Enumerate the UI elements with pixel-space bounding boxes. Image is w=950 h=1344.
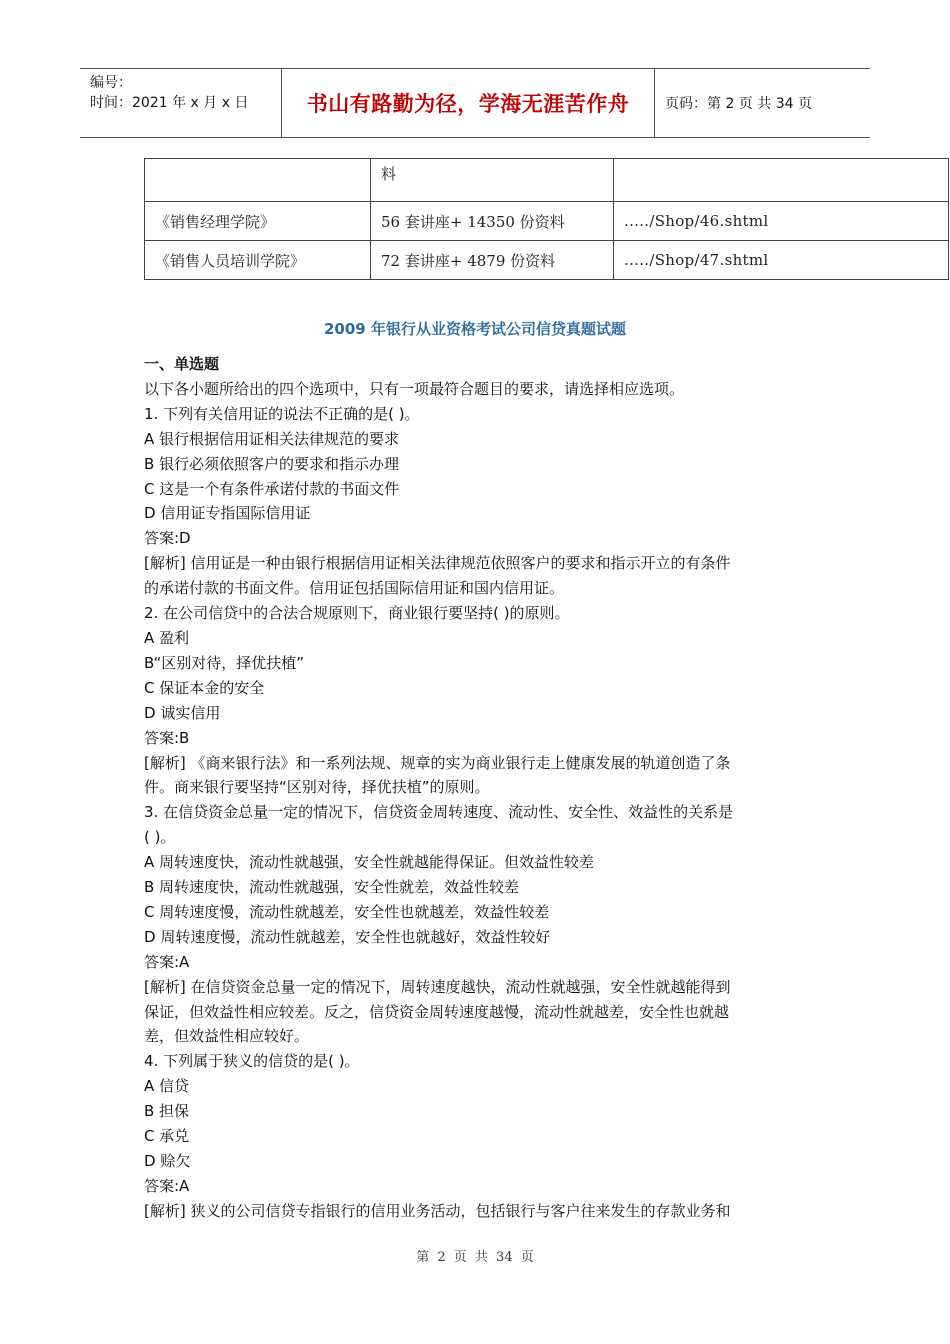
- answer: 答案:B: [144, 728, 190, 747]
- document-number-label: 编号：: [90, 75, 132, 91]
- analysis-line: [解析] 狭义的公司信贷专指银行的信用业务活动，包括银行与客户往来发生的存款业务和: [144, 1201, 731, 1220]
- header-motto: 书山有路勤为径，学海无涯苦作舟: [282, 69, 655, 137]
- resource-desc: 料: [371, 159, 614, 202]
- analysis-line: [解析] 《商来银行法》和一系列法规、规章的实为商业银行走上健康发展的轨道创造了条: [144, 753, 731, 772]
- option: B 担保: [144, 1102, 190, 1121]
- option: C 承兑: [144, 1127, 190, 1146]
- option: D 诚实信用: [144, 703, 221, 722]
- document-body: [144, 352, 812, 1224]
- option: B 银行必须依照客户的要求和指示办理: [144, 454, 400, 473]
- page-footer: 第 2 页 共 34 页: [416, 1250, 534, 1265]
- instructions: 以下各小题所给出的四个选项中，只有一项最符合题目的要求，请选择相应选项。: [144, 379, 685, 398]
- question-stem: 1. 下列有关信用证的说法不正确的是( )。: [144, 404, 420, 423]
- document-date-label: 时间：2021 年 x 月 x 日: [90, 95, 249, 111]
- resource-name: [145, 159, 371, 202]
- question-stem-continued: ( )。: [144, 828, 176, 847]
- option: B 周转速度快，流动性就越强，安全性就差，效益性较差: [144, 878, 520, 897]
- option: A 盈利: [144, 628, 190, 647]
- analysis-line: 件。商来银行要坚持“区别对待，择优扶植”的原则。: [144, 778, 490, 797]
- option: D 周转速度慢，流动性就越差，安全性也就越好，效益性较好: [144, 927, 551, 946]
- document-title: 2009 年银行从业资格考试公司信贷真题试题: [324, 320, 626, 338]
- option: D 信用证专指国际信用证: [144, 504, 311, 523]
- header-page-number: 页码：第 2 页 共 34 页: [665, 96, 812, 112]
- question-stem: 2. 在公司信贷中的合法合规原则下，商业银行要坚持( )的原则。: [144, 604, 570, 623]
- header-meta: [80, 69, 282, 137]
- analysis-line: [解析] 信用证是一种由银行根据信用证相关法律规范依照客户的要求和指示开立的有条件: [144, 554, 731, 573]
- resource-link: [614, 159, 949, 202]
- option: D 赊欠: [144, 1152, 191, 1170]
- option: C 这是一个有条件承诺付款的书面文件: [144, 479, 400, 498]
- option: C 周转速度慢，流动性就越差，安全性也就越差，效益性较差: [144, 902, 550, 921]
- page-header: [80, 68, 870, 138]
- resource-name: 《销售人员培训学院》: [145, 241, 371, 280]
- table-row: [145, 241, 949, 280]
- answer: 答案:A: [144, 1176, 190, 1195]
- analysis-line: [解析] 在信贷资金总量一定的情况下，周转速度越快，流动性就越强，安全性就越能得到: [144, 977, 731, 996]
- option: A 银行根据信用证相关法律规范的要求: [144, 429, 400, 448]
- resource-link[interactable]: ...../Shop/47.shtml: [614, 241, 949, 280]
- table-row: [145, 159, 949, 202]
- option: A 周转速度快，流动性就越强，安全性就越能得保证。但效益性较差: [144, 853, 595, 872]
- analysis-line: 的承诺付款的书面文件。信用证包括国际信用证和国内信用证。: [144, 579, 565, 598]
- option: C 保证本金的安全: [144, 678, 265, 697]
- resource-link[interactable]: ...../Shop/46.shtml: [614, 202, 949, 241]
- question-stem: 3. 在信贷资金总量一定的情况下，信贷资金周转速度、流动性、安全性、效益性的关系是: [144, 803, 734, 822]
- resource-name: 《销售经理学院》: [145, 202, 371, 241]
- section-heading: 一、单选题: [144, 355, 220, 373]
- question-stem: 4. 下列属于狭义的信贷的是( )。: [144, 1052, 360, 1071]
- resource-desc: 56 套讲座+ 14350 份资料: [371, 202, 614, 241]
- resource-desc: 72 套讲座+ 4879 份资料: [371, 241, 614, 280]
- option: A 信贷: [144, 1077, 190, 1096]
- option: B“区别对待，择优扶植”: [144, 653, 305, 672]
- answer: 答案:A: [144, 952, 190, 971]
- table-row: [145, 202, 949, 241]
- answer: 答案:D: [144, 529, 191, 548]
- analysis-line: 保证，但效益性相应较差。反之，信贷资金周转速度越慢，流动性就越差，安全性也就越: [144, 1002, 730, 1021]
- resource-table: [144, 158, 949, 280]
- analysis-line: 差，但效益性相应较好。: [144, 1027, 310, 1046]
